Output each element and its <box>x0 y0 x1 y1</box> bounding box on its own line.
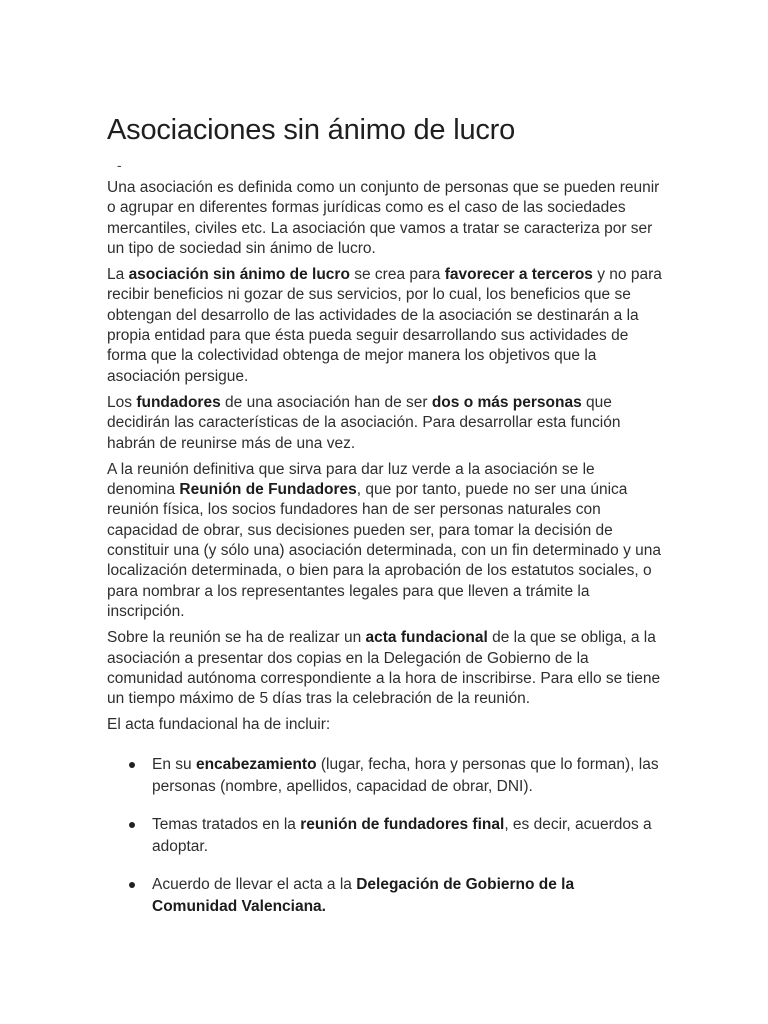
text-run: En su <box>152 755 196 773</box>
bullet-icon <box>129 762 135 768</box>
bold-term: fundadores <box>136 393 221 411</box>
bold-term: dos o más personas <box>431 393 582 411</box>
bold-term: encabezamiento <box>195 755 317 773</box>
text-run: de una asociación han de ser <box>220 393 432 411</box>
bold-term: Delegación de Gobierno de la Comunidad Valenciana. <box>152 875 575 915</box>
bold-term: reunión de fundadores final <box>300 815 505 833</box>
paragraph-purpose <box>107 265 663 387</box>
text-run: se crea para <box>349 266 445 284</box>
text-run: y no para recibir beneficios ni gozar de sus servicios, por lo cual, los beneficios que se obtengan del desarrollo de las actividades de la asociación se destinarán a la propia entidad para que ésta pueda seguir desarrollando sus actividades de forma que la colectividad obtenga de mejor manera los objetivos que la asociación persigue. <box>107 266 662 385</box>
text-run: Acuerdo de llevar el acta a la <box>152 875 357 893</box>
text-run: Temas tratados en la <box>152 815 301 833</box>
paragraph-list-intro: El acta fundacional ha de incluir: <box>107 716 331 734</box>
text-run: Los <box>107 393 137 411</box>
list-item <box>152 754 663 798</box>
text-run: La <box>107 266 129 284</box>
paragraph-founding-act <box>107 628 663 709</box>
paragraph-founders <box>107 393 663 454</box>
text-run: (lugar, fecha, hora y personas que lo forman), las personas (nombre, apellidos, capacidad de obrar, DNI). <box>152 755 659 795</box>
paragraph-meeting <box>107 460 663 622</box>
list-item <box>152 814 663 858</box>
text-run: de la que se obliga, a la asociación a presentar dos copias en la Delegación de Gobierno de la comunidad autónoma correspondiente a la hora de inscribirse. Para ello se tiene un tiempo máximo de 5 días tras la celebración de la reunión. <box>107 629 661 708</box>
page-title: Asociaciones sin ánimo de lucro <box>107 114 516 146</box>
text-run: , que por tanto, puede no ser una única reunión física, los socios fundadores han de ser personas naturales con capacidad de obrar, sus decisiones pueden ser, para tomar la decisión de constituir una (y sólo una) asociación determinada, con un fin determinado y una localización determinada, o bien para la aprobación de los estatutos sociales, o para nombrar a los representantes legales para que lleven a trámite la inscripción. <box>107 481 662 620</box>
bold-term: favorecer a terceros <box>444 266 593 284</box>
document-page <box>107 112 663 934</box>
bold-term: asociación sin ánimo de lucro <box>128 266 350 284</box>
text-run: A la reunión definitiva que sirva para dar luz verde a la asociación se le denomina <box>107 460 595 499</box>
paragraph-definition: Una asociación es definida como un conjunto de personas que se pueden reunir o agrupar en diferentes formas jurídicas como es el caso de las sociedades mercantiles, civiles etc. La asociación que vamos a tratar se caracteriza por ser un tipo de sociedad sin ánimo de lucro. <box>107 179 660 257</box>
bullet-icon <box>129 822 135 828</box>
bold-term: Reunión de Fundadores <box>179 481 357 499</box>
text-run: , es decir, acuerdos a adoptar. <box>152 815 652 855</box>
bullet-icon <box>129 882 135 888</box>
title-separator: - <box>117 157 122 173</box>
bold-term: acta fundacional <box>365 629 488 647</box>
text-run: Sobre la reunión se ha de realizar un <box>107 629 366 647</box>
list-item <box>152 874 663 918</box>
text-run: que decidirán las características de la asociación. Para desarrollar esta función habrán de reunirse más de una vez. <box>107 393 621 452</box>
requirements-list <box>107 754 663 918</box>
